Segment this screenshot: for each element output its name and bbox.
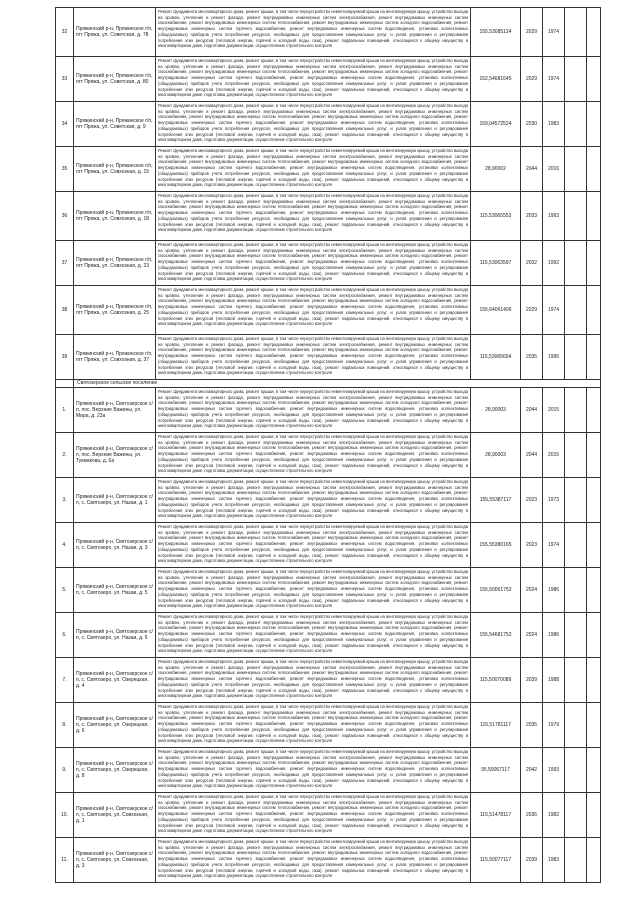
empty-cell [565, 703, 587, 748]
repair-year-cell: 2044 [521, 433, 543, 478]
cost-cell: 28,90003 [471, 388, 521, 433]
address-cell: Пряжинский р-н, Пряжинское г/п, пгт Пряжа, ул. Советская, д. 9 [74, 102, 156, 147]
address-cell: Пряжинский р-н, Святозерское с/п, с. Святозеро, ул. Озерецкая, д. 6 [74, 703, 156, 748]
table-row [56, 793, 601, 838]
empty-cell [587, 748, 601, 793]
section-header [56, 380, 601, 388]
row-number: 7. [56, 658, 74, 703]
works-description: Ремонт фундамента многоквартирного дома, ремонт крыши, в том числе переустройство невентилируемой крыши на вентилируемую крышу, устройство выхода на кровлю, утепление и ремонт фасада, ремонт внутридомовых инженерных систем электроснабжения, ремонт внутридомовых инженерных систем газоснабжения, ремонт внутридомовых инженерных систем теплоснабжения, ремонт внутридомовых инженерных систем холодного водоснабжения, ремонт внутридомовых инженерных систем горячего водоснабжения, ремонт внутридомовых инженерных систем водоотведения, установка коллективных (общедомовых) приборов учета потребления ресурсов, необходимых для предоставления коммунальных услуг, и узлов управления и регулирования потребления этих ресурсов (тепловой энергии, горячей и холодной воды, газа), ремонт подвальных помещений, относящихся к общему имуществу в многоквартирном доме, подготовка документации, осуществление строительного контроля [156, 335, 471, 380]
repair-year-cell: 2029 [521, 57, 543, 102]
row-number: 37 [56, 241, 74, 286]
address-cell: Пряжинский р-н, Святозерское с/п, с. Святозеро, ул. Совхозная, д. 3 [74, 838, 156, 883]
works-description: Ремонт фундамента многоквартирного дома, ремонт крыши, в том числе переустройство невентилируемой крыши на вентилируемую крышу, устройство выхода на кровлю, утепление и ремонт фасада, ремонт внутридомовых инженерных систем электроснабжения, ремонт внутридомовых инженерных систем газоснабжения, ремонт внутридомовых инженерных систем теплоснабжения, ремонт внутридомовых инженерных систем холодного водоснабжения, ремонт внутридомовых инженерных систем горячего водоснабжения, ремонт внутридомовых инженерных систем водоотведения, установка коллективных (общедомовых) приборов учета потребления ресурсов, необходимых для предоставления коммунальных услуг, и узлов управления и регулирования потребления этих ресурсов (тепловой энергии, горячей и холодной воды, газа), ремонт подвальных помещений, относящихся к общему имуществу в многоквартирном доме, подготовка документации, осуществление строительного контроля [156, 838, 471, 883]
works-description: Ремонт фундамента многоквартирного дома, ремонт крыши, в том числе переустройство невентилируемой крыши на вентилируемую крышу, устройство выхода на кровлю, утепление и ремонт фасада, ремонт внутридомовых инженерных систем электроснабжения, ремонт внутридомовых инженерных систем газоснабжения, ремонт внутридомовых инженерных систем теплоснабжения, ремонт внутридомовых инженерных систем холодного водоснабжения, ремонт внутридомовых инженерных систем горячего водоснабжения, ремонт внутридомовых инженерных систем водоотведения, установка коллективных (общедомовых) приборов учета потребления ресурсов, необходимых для предоставления коммунальных услуг, и узлов управления и регулирования потребления этих ресурсов (тепловой энергии, горячей и холодной воды, газа), ремонт подвальных помещений, относящихся к общему имуществу в многоквартирном доме, подготовка документации, осуществление строительного контроля [156, 8, 471, 57]
address-cell: Пряжинский р-н, Пряжинское г/п, пгт Пряжа, ул. Совхозная, д. 18 [74, 192, 156, 241]
works-description: Ремонт фундамента многоквартирного дома, ремонт крыши, в том числе переустройство невентилируемой крыши на вентилируемую крышу, устройство выхода на кровлю, утепление и ремонт фасада, ремонт внутридомовых инженерных систем электроснабжения, ремонт внутридомовых инженерных систем газоснабжения, ремонт внутридомовых инженерных систем теплоснабжения, ремонт внутридомовых инженерных систем холодного водоснабжения, ремонт внутридомовых инженерных систем горячего водоснабжения, ремонт внутридомовых инженерных систем водоотведения, установка коллективных (общедомовых) приборов учета потребления ресурсов, необходимых для предоставления коммунальных услуг, и узлов управления и регулирования потребления этих ресурсов (тепловой энергии, горячей и холодной воды, газа), ремонт подвальных помещений, относящихся к общему имуществу в многоквартирном доме, подготовка документации, осуществление строительного контроля [156, 748, 471, 793]
works-description: Ремонт фундамента многоквартирного дома, ремонт крыши, в том числе переустройство невентилируемой крыши на вентилируемую крышу, устройство выхода на кровлю, утепление и ремонт фасада, ремонт внутридомовых инженерных систем электроснабжения, ремонт внутридомовых инженерных систем газоснабжения, ремонт внутридомовых инженерных систем теплоснабжения, ремонт внутридомовых инженерных систем холодного водоснабжения, ремонт внутридомовых инженерных систем горячего водоснабжения, ремонт внутридомовых инженерных систем водоотведения, установка коллективных (общедомовых) приборов учета потребления ресурсов, необходимых для предоставления коммунальных услуг, и узлов управления и регулирования потребления этих ресурсов (тепловой энергии, горячей и холодной воды, газа), ремонт подвальных помещений, относящихся к общему имуществу в многоквартирном доме, подготовка документации, осуществление строительного контроля [156, 433, 471, 478]
repair-year-cell: 2035 [521, 335, 543, 380]
build-year-cell: 1986 [543, 568, 565, 613]
empty-cell [587, 523, 601, 568]
row-number: 10. [56, 793, 74, 838]
row-number: 35 [56, 147, 74, 192]
works-description: Ремонт фундамента многоквартирного дома, ремонт крыши, в том числе переустройство невентилируемой крыши на вентилируемую крышу, устройство выхода на кровлю, утепление и ремонт фасада, ремонт внутридомовых инженерных систем электроснабжения, ремонт внутридомовых инженерных систем газоснабжения, ремонт внутридомовых инженерных систем теплоснабжения, ремонт внутридомовых инженерных систем холодного водоснабжения, ремонт внутридомовых инженерных систем горячего водоснабжения, ремонт внутридомовых инженерных систем водоотведения, установка коллективных (общедомовых) приборов учета потребления ресурсов, необходимых для предоставления коммунальных услуг, и узлов управления и регулирования потребления этих ресурсов (тепловой энергии, горячей и холодной воды, газа), ремонт подвальных помещений, относящихся к общему имуществу в многоквартирном доме, подготовка документации, осуществление строительного контроля [156, 613, 471, 658]
works-description: Ремонт фундамента многоквартирного дома, ремонт крыши, в том числе переустройство невентилируемой крыши на вентилируемую крышу, устройство выхода на кровлю, утепление и ремонт фасада, ремонт внутридомовых инженерных систем электроснабжения, ремонт внутридомовых инженерных систем газоснабжения, ремонт внутридомовых инженерных систем теплоснабжения, ремонт внутридомовых инженерных систем холодного водоснабжения, ремонт внутридомовых инженерных систем горячего водоснабжения, ремонт внутридомовых инженерных систем водоотведения, установка коллективных (общедомовых) приборов учета потребления ресурсов, необходимых для предоставления коммунальных услуг, и узлов управления и регулирования потребления этих ресурсов (тепловой энергии, горячей и холодной воды, газа), ремонт подвальных помещений, относящихся к общему имуществу в многоквартирном доме, подготовка документации, осуществление строительного контроля [156, 147, 471, 192]
empty-cell [565, 286, 587, 335]
build-year-cell: 1995 [543, 335, 565, 380]
table-row [56, 658, 601, 703]
row-number: 34 [56, 102, 74, 147]
build-year-cell: 2016 [543, 147, 565, 192]
empty-cell [587, 102, 601, 147]
repair-year-cell: 2044 [521, 147, 543, 192]
address-cell: Пряжинский р-н, Пряжинское г/п, пгт Пряжа, ул. Совхозная, д. 23 [74, 241, 156, 286]
empty-cell [565, 748, 587, 793]
table-row [56, 568, 601, 613]
repair-year-cell: 2044 [521, 388, 543, 433]
empty-cell [587, 192, 601, 241]
build-year-cell: 2015 [543, 388, 565, 433]
table-row [56, 838, 601, 883]
empty-cell [565, 241, 587, 286]
empty-cell [565, 8, 587, 57]
build-year-cell: 1993 [543, 748, 565, 793]
works-description: Ремонт фундамента многоквартирного дома, ремонт крыши, в том числе переустройство невентилируемой крыши на вентилируемую крышу, устройство выхода на кровлю, утепление и ремонт фасада, ремонт внутридомовых инженерных систем электроснабжения, ремонт внутридомовых инженерных систем газоснабжения, ремонт внутридомовых инженерных систем теплоснабжения, ремонт внутридомовых инженерных систем холодного водоснабжения, ремонт внутридомовых инженерных систем горячего водоснабжения, ремонт внутридомовых инженерных систем водоотведения, установка коллективных (общедомовых) приборов учета потребления ресурсов, необходимых для предоставления коммунальных услуг, и узлов управления и регулирования потребления этих ресурсов (тепловой энергии, горячей и холодной воды, газа), ремонт подвальных помещений, относящихся к общему имуществу в многоквартирном доме, подготовка документации, осуществление строительного контроля [156, 703, 471, 748]
empty-cell [565, 192, 587, 241]
cost-cell: 115,53065654 [471, 335, 521, 380]
build-year-cell: 2015 [543, 433, 565, 478]
table-row [56, 147, 601, 192]
table-row [56, 102, 601, 147]
empty-cell [565, 388, 587, 433]
empty-cell [587, 335, 601, 380]
build-year-cell: 1992 [543, 241, 565, 286]
empty-cell [565, 838, 587, 883]
works-description: Ремонт фундамента многоквартирного дома, ремонт крыши, в том числе переустройство невентилируемой крыши на вентилируемую крышу, устройство выхода на кровлю, утепление и ремонт фасада, ремонт внутридомовых инженерных систем электроснабжения, ремонт внутридомовых инженерных систем газоснабжения, ремонт внутридомовых инженерных систем теплоснабжения, ремонт внутридомовых инженерных систем холодного водоснабжения, ремонт внутридомовых инженерных систем горячего водоснабжения, ремонт внутридомовых инженерных систем водоотведения, установка коллективных (общедомовых) приборов учета потребления ресурсов, необходимых для предоставления коммунальных услуг, и узлов управления и регулирования потребления этих ресурсов (тепловой энергии, горячей и холодной воды, газа), ремонт подвальных помещений, относящихся к общему имуществу в многоквартирном доме, подготовка документации, осуществление строительного контроля [156, 286, 471, 335]
table-row [56, 57, 601, 102]
works-description: Ремонт фундамента многоквартирного дома, ремонт крыши, в том числе переустройство невентилируемой крыши на вентилируемую крышу, устройство выхода на кровлю, утепление и ремонт фасада, ремонт внутридомовых инженерных систем электроснабжения, ремонт внутридомовых инженерных систем газоснабжения, ремонт внутридомовых инженерных систем теплоснабжения, ремонт внутридомовых инженерных систем холодного водоснабжения, ремонт внутридомовых инженерных систем горячего водоснабжения, ремонт внутридомовых инженерных систем водоотведения, установка коллективных (общедомовых) приборов учета потребления ресурсов, необходимых для предоставления коммунальных услуг, и узлов управления и регулирования потребления этих ресурсов (тепловой энергии, горячей и холодной воды, газа), ремонт подвальных помещений, относящихся к общему имуществу в многоквартирном доме, подготовка документации, осуществление строительного контроля [156, 658, 471, 703]
empty-cell [587, 147, 601, 192]
empty-cell [587, 658, 601, 703]
repair-year-cell: 2024 [521, 568, 543, 613]
works-description: Ремонт фундамента многоквартирного дома, ремонт крыши, в том числе переустройство невентилируемой крыши на вентилируемую крышу, устройство выхода на кровлю, утепление и ремонт фасада, ремонт внутридомовых инженерных систем электроснабжения, ремонт внутридомовых инженерных систем газоснабжения, ремонт внутридомовых инженерных систем теплоснабжения, ремонт внутридомовых инженерных систем холодного водоснабжения, ремонт внутридомовых инженерных систем горячего водоснабжения, ремонт внутридомовых инженерных систем водоотведения, установка коллективных (общедомовых) приборов учета потребления ресурсов, необходимых для предоставления коммунальных услуг, и узлов управления и регулирования потребления этих ресурсов (тепловой энергии, горячей и холодной воды, газа), ремонт подвальных помещений, относящихся к общему имуществу в многоквартирном доме, подготовка документации, осуществление строительного контроля [156, 793, 471, 838]
build-year-cell: 1974 [543, 286, 565, 335]
address-cell: Пряжинский р-н, Святозерское с/п, пос. Верхние Важины, ул. Мира, д. 23а [74, 388, 156, 433]
empty-cell [587, 838, 601, 883]
table-row [56, 388, 601, 433]
row-number: 4. [56, 523, 74, 568]
cost-cell: 155,55387117 [471, 478, 521, 523]
cost-cell: 95,50067117 [471, 748, 521, 793]
build-year-cell: 1983 [543, 102, 565, 147]
row-number: 33 [56, 57, 74, 102]
repair-year-cell: 2042 [521, 748, 543, 793]
repair-year-cell: 2029 [521, 286, 543, 335]
repair-year-cell: 2036 [521, 793, 543, 838]
address-cell: Пряжинский р-н, Святозерское с/п, с. Святозеро, ул. Озерецкая, д. 4 [74, 658, 156, 703]
repair-year-cell: 2030 [521, 102, 543, 147]
works-description: Ремонт фундамента многоквартирного дома, ремонт крыши, в том числе переустройство невентилируемой крыши на вентилируемую крышу, устройство выхода на кровлю, утепление и ремонт фасада, ремонт внутридомовых инженерных систем электроснабжения, ремонт внутридомовых инженерных систем газоснабжения, ремонт внутридомовых инженерных систем теплоснабжения, ремонт внутридомовых инженерных систем холодного водоснабжения, ремонт внутридомовых инженерных систем горячего водоснабжения, ремонт внутридомовых инженерных систем водоотведения, установка коллективных (общедомовых) приборов учета потребления ресурсов, необходимых для предоставления коммунальных услуг, и узлов управления и регулирования потребления этих ресурсов (тепловой энергии, горячей и холодной воды, газа), ремонт подвальных помещений, относящихся к общему имуществу в многоквартирном доме, подготовка документации, осуществление строительного контроля [156, 57, 471, 102]
table-body-svyatozerskoe [56, 388, 601, 883]
repair-year-cell: 2023 [521, 523, 543, 568]
empty-cell [587, 478, 601, 523]
empty-cell [565, 57, 587, 102]
empty-cell [587, 57, 601, 102]
address-cell: Пряжинский р-н, Святозерское с/п, с. Святозеро, ул. Назаи, д. 6 [74, 613, 156, 658]
row-number: 2. [56, 433, 74, 478]
section-row [56, 380, 601, 388]
empty-cell [587, 388, 601, 433]
address-cell: Пряжинский р-н, Святозерское с/п, с. Святозеро, ул. Назаи, д. 3 [74, 523, 156, 568]
empty-cell [587, 793, 601, 838]
address-cell: Пряжинский р-н, Святозерское с/п, с. Святозеро, ул. Назаи, д. 5 [74, 568, 156, 613]
address-cell: Пряжинский р-н, Пряжинское г/п, пгт Пряжа, ул. Совхозная, д. 25 [74, 286, 156, 335]
cost-cell: 115,51781117 [471, 703, 521, 748]
empty-cell [565, 613, 587, 658]
repair-year-cell: 2029 [521, 8, 543, 57]
cost-cell: 115,51478117 [471, 793, 521, 838]
build-year-cell: 1974 [543, 8, 565, 57]
table-row [56, 433, 601, 478]
row-number: 36 [56, 192, 74, 241]
address-cell: Пряжинский р-н, Пряжинское г/п, пгт Пряжа, ул. Совхозная, д. 37 [74, 335, 156, 380]
address-cell: Пряжинский р-н, Святозерское с/п, с. Святозеро, ул. Назаи, д. 1 [74, 478, 156, 523]
repair-year-cell: 2024 [521, 613, 543, 658]
cost-cell: 115,50070089 [471, 658, 521, 703]
table-row [56, 748, 601, 793]
empty-cell [587, 8, 601, 57]
works-description: Ремонт фундамента многоквартирного дома, ремонт крыши, в том числе переустройство невентилируемой крыши на вентилируемую крышу, устройство выхода на кровлю, утепление и ремонт фасада, ремонт внутридомовых инженерных систем электроснабжения, ремонт внутридомовых инженерных систем газоснабжения, ремонт внутридомовых инженерных систем теплоснабжения, ремонт внутридомовых инженерных систем холодного водоснабжения, ремонт внутридомовых инженерных систем горячего водоснабжения, ремонт внутридомовых инженерных систем водоотведения, установка коллективных (общедомовых) приборов учета потребления ресурсов, необходимых для предоставления коммунальных услуг, и узлов управления и регулирования потребления этих ресурсов (тепловой энергии, горячей и холодной воды, газа), ремонт подвальных помещений, относящихся к общему имуществу в многоквартирном доме, подготовка документации, осуществление строительного контроля [156, 478, 471, 523]
table-row [56, 523, 601, 568]
row-number: 1. [56, 388, 74, 433]
address-cell: Пряжинский р-н, Святозерское с/п, пос. Верхние Важины, ул. Тукмакова, д. 6а [74, 433, 156, 478]
works-description: Ремонт фундамента многоквартирного дома, ремонт крыши, в том числе переустройство невентилируемой крыши на вентилируемую крышу, устройство выхода на кровлю, утепление и ремонт фасада, ремонт внутридомовых инженерных систем электроснабжения, ремонт внутридомовых инженерных систем газоснабжения, ремонт внутридомовых инженерных систем теплоснабжения, ремонт внутридомовых инженерных систем холодного водоснабжения, ремонт внутридомовых инженерных систем горячего водоснабжения, ремонт внутридомовых инженерных систем водоотведения, установка коллективных (общедомовых) приборов учета потребления ресурсов, необходимых для предоставления коммунальных услуг, и узлов управления и регулирования потребления этих ресурсов (тепловой энергии, горячей и холодной воды, газа), ремонт подвальных помещений, относящихся к общему имуществу в многоквартирном доме, подготовка документации, осуществление строительного контроля [156, 192, 471, 241]
empty-cell [565, 433, 587, 478]
repair-year-cell: 2032 [521, 241, 543, 286]
empty-cell [587, 613, 601, 658]
cost-cell: 159,04572524 [471, 102, 521, 147]
empty-cell [587, 433, 601, 478]
repair-year-cell: 2039 [521, 658, 543, 703]
table-row [56, 703, 601, 748]
row-number: 32 [56, 8, 74, 57]
table-row [56, 478, 601, 523]
works-description: Ремонт фундамента многоквартирного дома, ремонт крыши, в том числе переустройство невентилируемой крыши на вентилируемую крышу, устройство выхода на кровлю, утепление и ремонт фасада, ремонт внутридомовых инженерных систем электроснабжения, ремонт внутридомовых инженерных систем газоснабжения, ремонт внутридомовых инженерных систем теплоснабжения, ремонт внутридомовых инженерных систем холодного водоснабжения, ремонт внутридомовых инженерных систем горячего водоснабжения, ремонт внутридомовых инженерных систем водоотведения, установка коллективных (общедомовых) приборов учета потребления ресурсов, необходимых для предоставления коммунальных услуг, и узлов управления и регулирования потребления этих ресурсов (тепловой энергии, горячей и холодной воды, газа), ремонт подвальных помещений, относящихся к общему имуществу в многоквартирном доме, подготовка документации, осуществление строительного контроля [156, 241, 471, 286]
cost-cell: 28,90003 [471, 433, 521, 478]
build-year-cell: 1974 [543, 523, 565, 568]
works-description: Ремонт фундамента многоквартирного дома, ремонт крыши, в том числе переустройство невентилируемой крыши на вентилируемую крышу, устройство выхода на кровлю, утепление и ремонт фасада, ремонт внутридомовых инженерных систем электроснабжения, ремонт внутридомовых инженерных систем газоснабжения, ремонт внутридомовых инженерных систем теплоснабжения, ремонт внутридомовых инженерных систем холодного водоснабжения, ремонт внутридомовых инженерных систем горячего водоснабжения, ремонт внутридомовых инженерных систем водоотведения, установка коллективных (общедомовых) приборов учета потребления ресурсов, необходимых для предоставления коммунальных услуг, и узлов управления и регулирования потребления этих ресурсов (тепловой энергии, горячей и холодной воды, газа), ремонт подвальных помещений, относящихся к общему имуществу в многоквартирном доме, подготовка документации, осуществление строительного контроля [156, 523, 471, 568]
address-cell: Пряжинский р-н, Пряжинское г/п, пгт Пряжа, ул. Советская, д. 80 [74, 57, 156, 102]
works-description: Ремонт фундамента многоквартирного дома, ремонт крыши, в том числе переустройство невентилируемой крыши на вентилируемую крышу, устройство выхода на кровлю, утепление и ремонт фасада, ремонт внутридомовых инженерных систем электроснабжения, ремонт внутридомовых инженерных систем газоснабжения, ремонт внутридомовых инженерных систем теплоснабжения, ремонт внутридомовых инженерных систем холодного водоснабжения, ремонт внутридомовых инженерных систем горячего водоснабжения, ремонт внутридомовых инженерных систем водоотведения, установка коллективных (общедомовых) приборов учета потребления ресурсов, необходимых для предоставления коммунальных услуг, и узлов управления и регулирования потребления этих ресурсов (тепловой энергии, горячей и холодной воды, газа), ремонт подвальных помещений, относящихся к общему имуществу в многоквартирном доме, подготовка документации, осуществление строительного контроля [156, 102, 471, 147]
repair-year-cell: 2035 [521, 703, 543, 748]
build-year-cell: 1982 [543, 793, 565, 838]
address-cell: Пряжинский р-н, Святозерское с/п, с. Святозеро, ул. Совхозная, д. 1 [74, 793, 156, 838]
cost-cell: 115,53065553 [471, 192, 521, 241]
cost-cell: 115,53063597 [471, 241, 521, 286]
capital-repair-table [55, 7, 601, 883]
cost-cell: 155,53085124 [471, 8, 521, 57]
build-year-cell: 1974 [543, 57, 565, 102]
empty-cell [565, 102, 587, 147]
row-number: 38 [56, 286, 74, 335]
build-year-cell: 1979 [543, 703, 565, 748]
build-year-cell: 1973 [543, 478, 565, 523]
works-description: Ремонт фундамента многоквартирного дома, ремонт крыши, в том числе переустройство невентилируемой крыши на вентилируемую крышу, устройство выхода на кровлю, утепление и ремонт фасада, ремонт внутридомовых инженерных систем электроснабжения, ремонт внутридомовых инженерных систем газоснабжения, ремонт внутридомовых инженерных систем теплоснабжения, ремонт внутридомовых инженерных систем холодного водоснабжения, ремонт внутридомовых инженерных систем горячего водоснабжения, ремонт внутридомовых инженерных систем водоотведения, установка коллективных (общедомовых) приборов учета потребления ресурсов, необходимых для предоставления коммунальных услуг, и узлов управления и регулирования потребления этих ресурсов (тепловой энергии, горячей и холодной воды, газа), ремонт подвальных помещений, относящихся к общему имуществу в многоквартирном доме, подготовка документации, осуществление строительного контроля [156, 568, 471, 613]
address-cell: Пряжинский р-н, Пряжинское г/п, пгт Пряжа, ул. Советская, д. 78 [74, 8, 156, 57]
cost-cell: 152,54681645 [471, 57, 521, 102]
cost-cell: 155,54681752 [471, 613, 521, 658]
row-number: 6. [56, 613, 74, 658]
works-description: Ремонт фундамента многоквартирного дома, ремонт крыши, в том числе переустройство невентилируемой крыши на вентилируемую крышу, устройство выхода на кровлю, утепление и ремонт фасада, ремонт внутридомовых инженерных систем электроснабжения, ремонт внутридомовых инженерных систем газоснабжения, ремонт внутридомовых инженерных систем теплоснабжения, ремонт внутридомовых инженерных систем холодного водоснабжения, ремонт внутридомовых инженерных систем горячего водоснабжения, ремонт внутридомовых инженерных систем водоотведения, установка коллективных (общедомовых) приборов учета потребления ресурсов, необходимых для предоставления коммунальных услуг, и узлов управления и регулирования потребления этих ресурсов (тепловой энергии, горячей и холодной воды, газа), ремонт подвальных помещений, относящихся к общему имуществу в многоквартирном доме, подготовка документации, осуществление строительного контроля [156, 388, 471, 433]
repair-year-cell: 2039 [521, 838, 543, 883]
section-spacer [56, 380, 74, 388]
table-row [56, 8, 601, 57]
empty-cell [565, 658, 587, 703]
address-cell: Пряжинский р-н, Святозерское с/п, с. Святозеро, ул. Озерецкая, д. 8 [74, 748, 156, 793]
repair-year-cell: 2033 [521, 192, 543, 241]
cost-cell: 155,50061752 [471, 568, 521, 613]
row-number: 5. [56, 568, 74, 613]
cost-cell: 155,64061406 [471, 286, 521, 335]
empty-cell [587, 703, 601, 748]
row-number: 9. [56, 748, 74, 793]
cost-cell: 115,50077117 [471, 838, 521, 883]
row-number: 39 [56, 335, 74, 380]
empty-cell [565, 147, 587, 192]
empty-cell [565, 793, 587, 838]
empty-cell [565, 568, 587, 613]
row-number: 11. [56, 838, 74, 883]
build-year-cell: 1986 [543, 613, 565, 658]
table-row [56, 192, 601, 241]
cost-cell: 155,55380165 [471, 523, 521, 568]
build-year-cell: 1993 [543, 192, 565, 241]
table-row [56, 335, 601, 380]
empty-cell [565, 478, 587, 523]
cost-cell: 28,90002 [471, 147, 521, 192]
table-body-pryazhinskoe [56, 8, 601, 380]
table-row [56, 613, 601, 658]
empty-cell [587, 241, 601, 286]
empty-cell [587, 286, 601, 335]
row-number: 3. [56, 478, 74, 523]
table-row [56, 286, 601, 335]
repair-year-cell: 2023 [521, 478, 543, 523]
build-year-cell: 1988 [543, 658, 565, 703]
empty-cell [587, 568, 601, 613]
empty-cell [565, 335, 587, 380]
address-cell: Пряжинский р-н, Пряжинское г/п, пгт Пряжа, ул. Совхозная, д. 15 [74, 147, 156, 192]
row-number: 8. [56, 703, 74, 748]
build-year-cell: 1983 [543, 838, 565, 883]
empty-cell [565, 523, 587, 568]
table-row [56, 241, 601, 286]
section-title: Святозерское сельское поселение [74, 380, 601, 388]
